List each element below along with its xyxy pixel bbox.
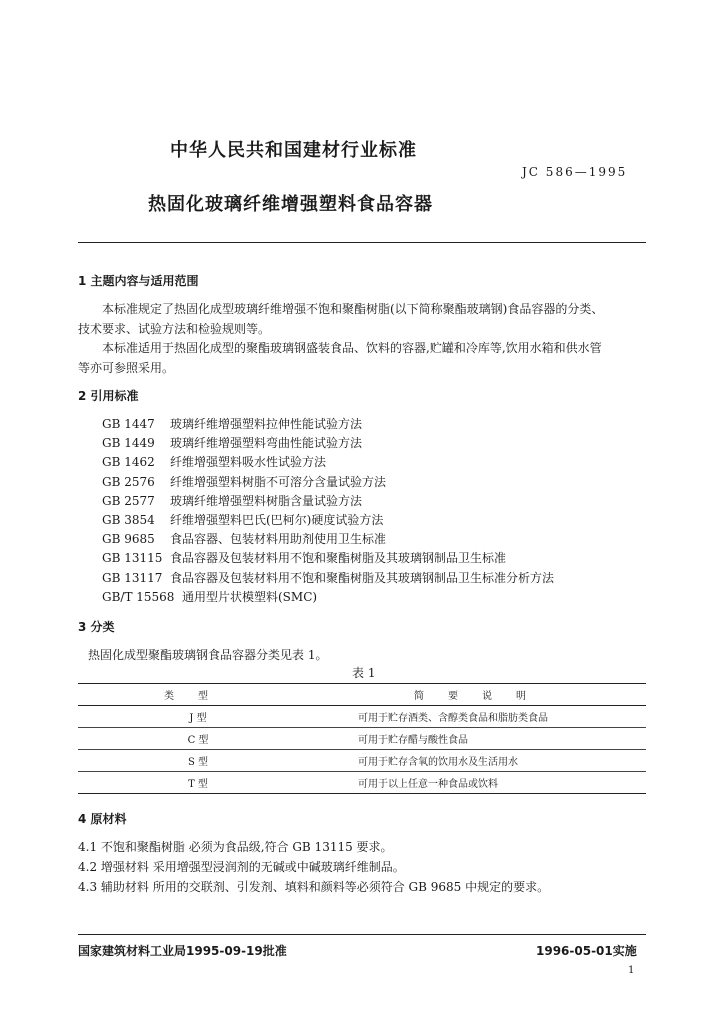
standard-header-title: 中华人民共和国建材行业标准: [170, 140, 417, 161]
reference-code: GB 1462: [102, 455, 155, 469]
table-cell-type: S 型: [187, 757, 209, 768]
reference-standard: [102, 530, 386, 547]
reference-standard: [102, 492, 362, 509]
reference-title: 纤维增强塑料巴氏(巴柯尔)硬度试验方法: [170, 513, 384, 527]
reference-code: GB 13117: [102, 571, 163, 585]
reference-code: GB 1447: [102, 417, 155, 431]
table-row: [78, 750, 646, 772]
clause-4-2: 4.2 增强材料 采用增强型浸润剂的无碱或中碱玻璃纤维制品。: [78, 860, 405, 874]
table-cell-description: 可用于贮存醋与酸性食品: [358, 735, 468, 746]
reference-title: 纤维增强塑料树脂不可溶分含量试验方法: [170, 475, 387, 489]
section-1-paragraph-2-line-2: 等亦可参照采用。: [78, 361, 175, 375]
reference-code: GB 3854: [102, 513, 155, 527]
table-header-description: 简要说明: [414, 691, 550, 702]
table-header-type: 类型: [164, 691, 232, 702]
reference-code: GB 2577: [102, 494, 155, 508]
section-4-heading: 4 原材料: [78, 812, 127, 826]
reference-standard: [102, 569, 554, 586]
clause-4-3: 4.3 辅助材料 所用的交联剂、引发剂、填料和颜料等必须符合 GB 9685 中规定的要求。: [78, 880, 550, 894]
reference-standard: [102, 549, 506, 566]
table-row: [78, 706, 646, 728]
table-cell-type: C 型: [187, 735, 209, 746]
section-3-heading: 3 分类: [78, 620, 115, 634]
table-cell-description: 可用于贮存含氧的饮用水及生活用水: [358, 757, 518, 768]
section-1-paragraph-1-line-1: 本标准规定了热固化成型玻璃纤维增强不饱和聚酯树脂(以下简称聚酯玻璃钢)食品容器的分类、: [102, 302, 604, 316]
table-cell-description: 可用于以上任意一种食品或饮料: [358, 779, 498, 790]
section-3-intro: 热固化成型聚酯玻璃钢食品容器分类见表 1。: [88, 648, 328, 662]
reference-title: 食品容器及包装材料用不饱和聚酯树脂及其玻璃钢制品卫生标准分析方法: [170, 571, 555, 585]
reference-standard: [102, 588, 317, 605]
standard-code: JC 586—1995: [522, 165, 628, 179]
table-cell-type: T 型: [188, 779, 208, 790]
section-2-heading: 2 引用标准: [78, 389, 139, 403]
table-header-row: [78, 684, 646, 706]
reference-title: 食品容器、包装材料用助剂使用卫生标准: [170, 532, 387, 546]
reference-code: GB 1449: [102, 436, 155, 450]
table-row: [78, 728, 646, 750]
reference-title: 食品容器及包装材料用不饱和聚酯树脂及其玻璃钢制品卫生标准: [170, 551, 507, 565]
table-cell-description: 可用于贮存酒类、含醇类食品和脂肪类食品: [358, 713, 548, 724]
reference-standard: [102, 415, 362, 432]
reference-standard: [102, 434, 362, 451]
clause-4-1: 4.1 不饱和聚酯树脂 必须为食品级,符合 GB 13115 要求。: [78, 840, 393, 854]
reference-title: 通用型片状模塑料(SMC): [182, 590, 318, 604]
reference-standard: [102, 453, 326, 470]
top-rule: [78, 242, 646, 243]
reference-code: GB 9685: [102, 532, 155, 546]
reference-title: 纤维增强塑料吸水性试验方法: [170, 455, 327, 469]
section-1-paragraph-1-line-2: 技术要求、试验方法和检验规则等。: [78, 322, 271, 336]
table-row: [78, 772, 646, 794]
reference-title: 玻璃纤维增强塑料树脂含量试验方法: [170, 494, 363, 508]
reference-standard: [102, 473, 386, 490]
reference-code: GB/T 15568: [102, 590, 175, 604]
document-title: 热固化玻璃纤维增强塑料食品容器: [148, 194, 433, 215]
reference-code: GB 13115: [102, 551, 163, 565]
approval-line: 国家建筑材料工业局1995-09-19批准: [78, 944, 287, 958]
bottom-rule: [78, 934, 646, 935]
table-caption: 表 1: [352, 666, 376, 680]
page-number: 1: [628, 965, 635, 976]
classification-table: [78, 683, 646, 794]
table-cell-type: J 型: [189, 713, 207, 724]
reference-standard: [102, 511, 383, 528]
effective-date: 1996-05-01实施: [536, 944, 637, 958]
section-1-heading: 1 主题内容与适用范围: [78, 274, 199, 288]
reference-code: GB 2576: [102, 475, 155, 489]
reference-title: 玻璃纤维增强塑料拉伸性能试验方法: [170, 417, 363, 431]
section-1-paragraph-2-line-1: 本标准适用于热固化成型的聚酯玻璃钢盛装食品、饮料的容器,贮罐和冷库等,饮用水箱和供水管: [102, 341, 602, 355]
reference-title: 玻璃纤维增强塑料弯曲性能试验方法: [170, 436, 363, 450]
